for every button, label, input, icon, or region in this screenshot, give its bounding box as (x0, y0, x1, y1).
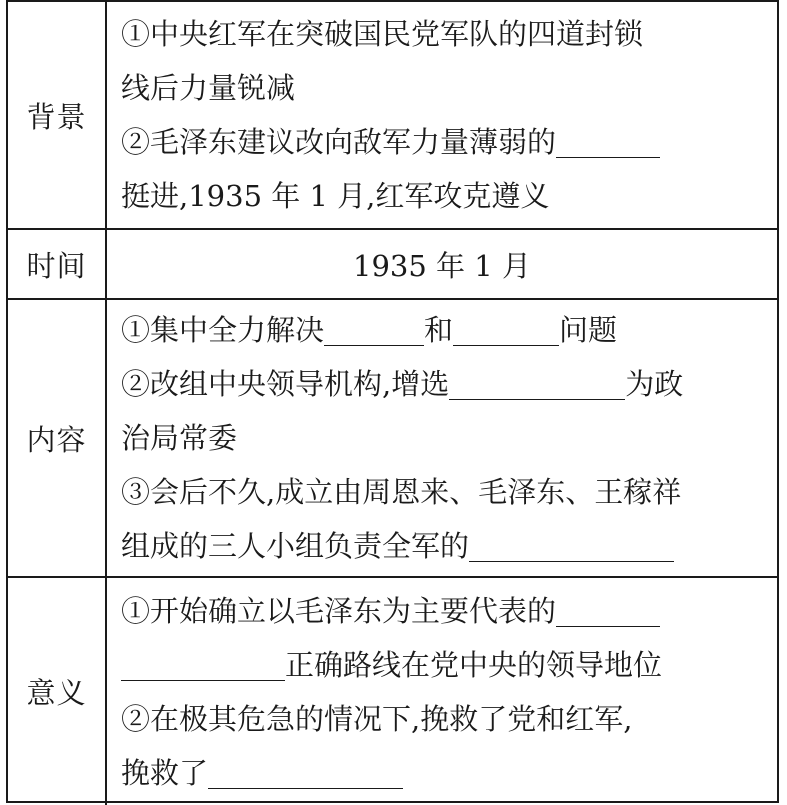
background-line-2: 线后力量锐减 (121, 71, 296, 105)
significance-line-2-text: 正确路线在党中央的领导地位 (285, 647, 663, 682)
content-line-2-a: ②改组中央领导机构,增选 (121, 367, 450, 401)
blank-correct-line-1[interactable] (556, 594, 660, 627)
cell-significance (106, 577, 777, 805)
background-line-1: ①中央红军在突破国民党军队的四道封锁 (121, 17, 644, 51)
row-significance (8, 577, 777, 805)
summary-table (8, 2, 777, 805)
label-significance: 意义 (8, 577, 106, 805)
content-line-2 (121, 357, 771, 411)
label-time: 时间 (8, 229, 106, 299)
cell-content (106, 299, 777, 577)
content-line-5 (121, 519, 771, 573)
content-line-2-b: 为政 (625, 367, 684, 401)
row-background (8, 2, 777, 229)
row-content (8, 299, 777, 577)
significance-line-4-text: 挽救了 (121, 755, 209, 790)
content-line-5-text: 组成的三人小组负责全军的 (121, 529, 470, 563)
significance-line-4 (121, 746, 771, 800)
significance-line-1-text: ①开始确立以毛泽东为主要代表的 (121, 593, 557, 628)
blank-correct-line-2[interactable] (121, 648, 285, 681)
blank-saved-what[interactable] (208, 756, 403, 789)
content-line-1 (121, 303, 771, 357)
content-line-3: 治局常委 (121, 421, 238, 455)
label-background: 背景 (8, 2, 106, 229)
content-line-1-c: 问题 (559, 313, 618, 347)
blank-responsibility[interactable] (469, 529, 674, 562)
label-content: 内容 (8, 299, 106, 577)
significance-line-3: ②在极其危急的情况下,挽救了党和红军, (121, 701, 633, 736)
content-line-1-a: ①集中全力解决 (121, 313, 325, 347)
significance-line-1 (121, 584, 771, 638)
blank-issue-1[interactable] (324, 313, 424, 346)
blank-weak-enemy-area[interactable] (556, 125, 660, 158)
content-line-4: ③会后不久,成立由周恩来、毛泽东、王稼祥 (121, 475, 682, 509)
blank-elected-member[interactable] (449, 367, 625, 400)
background-line-3 (121, 115, 771, 169)
row-time (8, 229, 777, 299)
significance-line-2 (121, 638, 771, 692)
content-line-1-b: 和 (424, 313, 454, 347)
cell-background (106, 2, 777, 229)
cell-time: 1935 年 1 月 (106, 229, 777, 299)
background-line-4: 挺进,1935 年 1 月,红军攻克遵义 (121, 179, 550, 213)
blank-issue-2[interactable] (453, 313, 559, 346)
zunyi-conference-table (6, 0, 779, 803)
background-line-3-text: ②毛泽东建议改向敌军力量薄弱的 (121, 125, 557, 159)
